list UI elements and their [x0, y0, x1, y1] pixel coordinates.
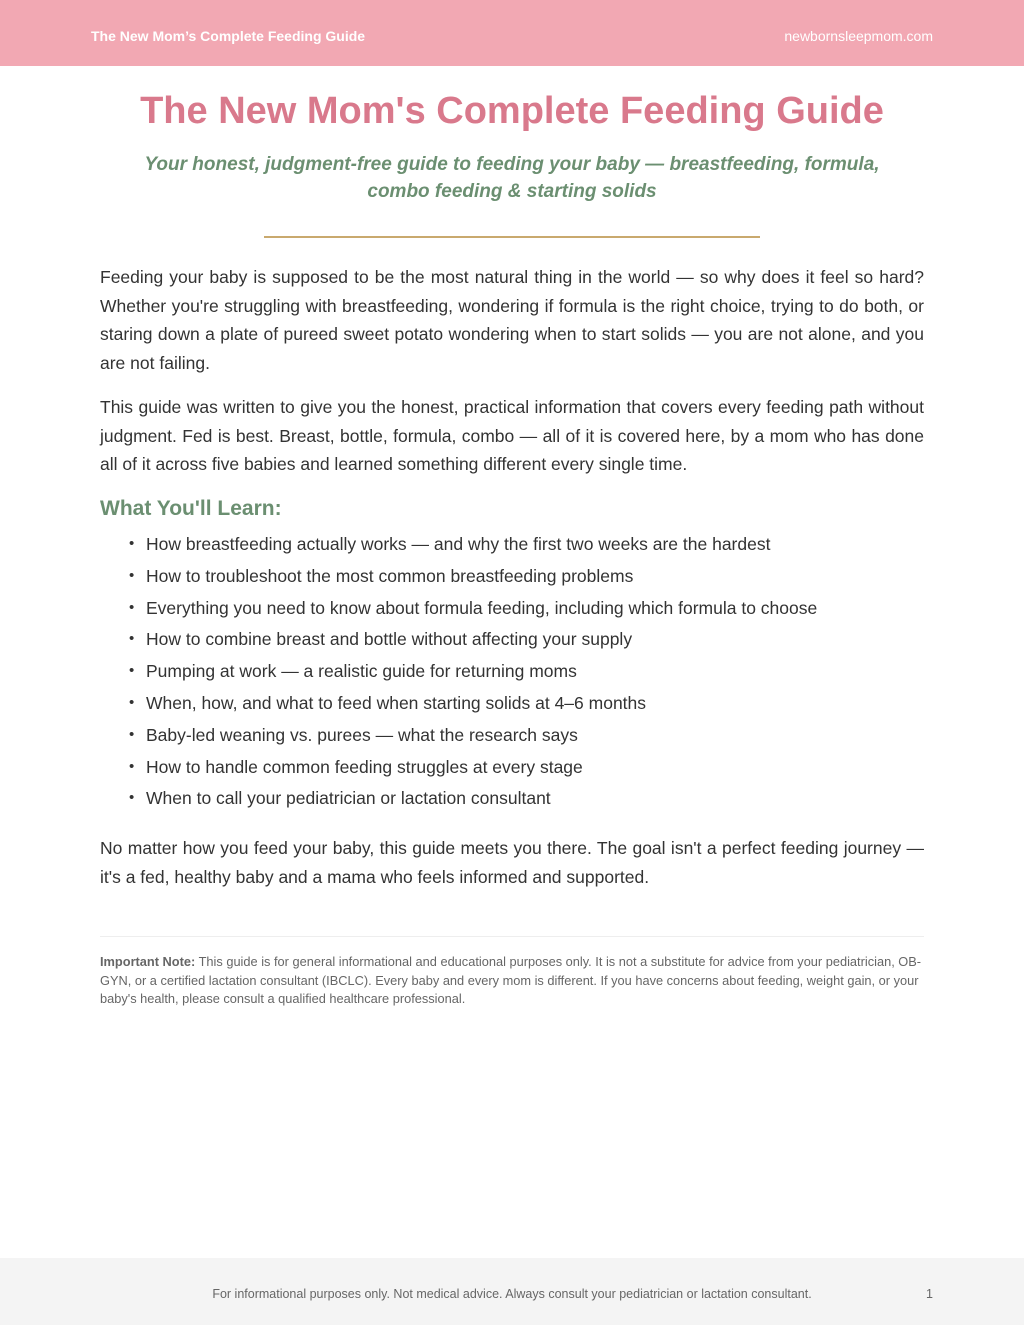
- list-item: [100, 689, 924, 721]
- intro-paragraph-1: Feeding your baby is supposed to be the most natural thing in the world — so why does it feel so hard? Whether you're struggling with breastfeeding, wondering if formula is the right choice, trying to do both, or staring down a plate of pureed sweet potato wondering when to start solids — you are not alone, and you are not failing.: [100, 267, 924, 373]
- bullet-icon: •: [129, 598, 135, 616]
- list-item-text: How to troubleshoot the most common breastfeeding problems: [146, 565, 634, 586]
- list-item: [100, 657, 924, 689]
- list-item-text: How breastfeeding actually works — and why the first two weeks are the hardest: [146, 534, 771, 554]
- header-site-url: newbornsleepmom.com: [784, 28, 933, 44]
- list-item-text: Everything you need to know about formula feeding, including which formula to choose: [146, 597, 818, 618]
- bullet-icon: •: [129, 630, 135, 648]
- list-item-text: How to combine breast and bottle without affecting your supply: [146, 629, 633, 650]
- bullet-icon: •: [129, 693, 135, 711]
- document-subtitle: Your honest, judgment-free guide to feeding your baby — breastfeeding, formula, combo feeding & starting solids: [144, 154, 880, 202]
- title-divider: [264, 236, 760, 238]
- learn-list: [100, 530, 924, 816]
- list-item-text: When to call your pediatrician or lactation consultant: [146, 788, 551, 809]
- list-item-text: When, how, and what to feed when starting solids at 4–6 months: [146, 692, 647, 713]
- learn-heading: What You'll Learn:: [100, 497, 282, 520]
- note-label: Important Note:: [100, 954, 196, 969]
- closing-paragraph: No matter how you feed your baby, this guide meets you there. The goal isn't a perfect feeding journey — it's a fed, healthy baby and a mama who feels informed and supported.: [100, 838, 924, 887]
- bullet-icon: •: [129, 566, 135, 584]
- list-item: [100, 784, 924, 816]
- note-text: This guide is for general informational and educational purposes only. It is not a substitute for advice from your pediatrician, OB-GYN, or a certified lactation consultant (IBCLC). Every baby and every mom is different. If you have concerns about feeding, weight gain, or your baby's health, please consult a qualified healthcare professional.: [100, 954, 922, 1006]
- header-title: The New Mom’s Complete Feeding Guide: [91, 28, 366, 44]
- bullet-icon: •: [129, 789, 135, 807]
- bullet-icon: •: [129, 535, 135, 552]
- list-item-text: How to handle common feeding struggles at every stage: [146, 756, 583, 777]
- bullet-icon: •: [129, 662, 135, 680]
- list-item: [100, 530, 924, 562]
- document-title: The New Mom's Complete Feeding Guide: [140, 90, 884, 132]
- important-note: [100, 953, 924, 1009]
- list-item: [100, 625, 924, 657]
- list-item-text: Baby-led weaning vs. purees — what the research says: [146, 724, 578, 745]
- footer-disclaimer: For informational purposes only. Not medical advice. Always consult your pediatrician or lactation consultant.: [212, 1287, 812, 1301]
- page-number: 1: [926, 1287, 933, 1301]
- list-item: [100, 753, 924, 785]
- note-divider: [100, 936, 924, 937]
- bullet-icon: •: [129, 757, 135, 775]
- intro-paragraph-2: This guide was written to give you the honest, practical information that covers every feeding path without judgment. Fed is best. Breast, bottle, formula, combo — all of it is covered here, by a mom who has done all of it across five babies and learned something different every single time.: [100, 397, 924, 474]
- bullet-icon: •: [129, 725, 135, 743]
- list-item-text: Pumping at work — a realistic guide for returning moms: [146, 661, 577, 682]
- list-item: [100, 562, 924, 594]
- list-item: [100, 721, 924, 753]
- list-item: [100, 594, 924, 626]
- header-band: [0, 0, 1024, 66]
